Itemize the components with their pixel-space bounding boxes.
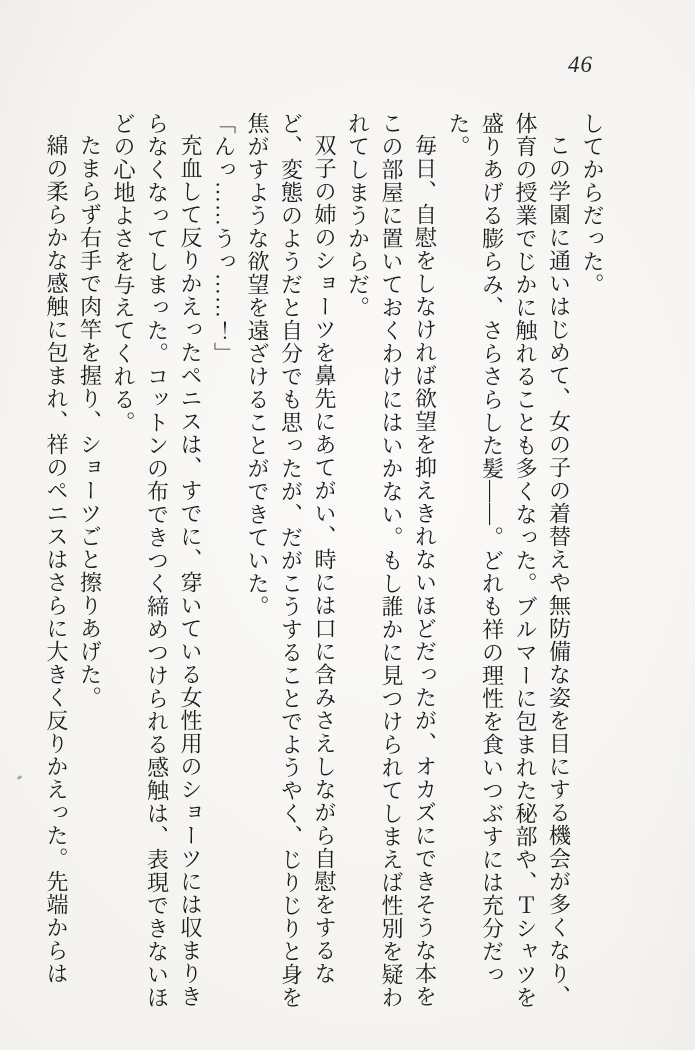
scan-artifact: [17, 775, 23, 780]
paragraph: 綿の柔らかな感触に包まれ、祥のペニスはさらに大きく反りかえった。先端からは: [44, 134, 69, 985]
paragraph: 毎日、自慰をしなければ欲望を抑えきれないほどだったが、オカズにできそうな本をこの部屋に置いておくわけにはいかない。もし誰かに見つけられてしまえば性別を疑われてしまうからだ。: [345, 112, 438, 1009]
paragraph: この学園に通いはじめて、女の子の着替えや無防備な姿を目にする機会が多くなり、体育の授業でじかに触れることも多くなった。ブルマーに包まれた秘部や、Ｔシャツを盛りあげる膨らみ、さらさらした髪――。どれも祥の理性を食いつぶすには充分だった。: [446, 112, 572, 1009]
paragraph: してからだった。: [580, 112, 605, 296]
paragraph: 双子の姉のショーツを鼻先にあてがい、時には口に含みさえしながら自慰をするなど、変態のようだと自分でも思ったが、だがこうすることでようやく、じりじりと身を焦がすような欲望を遠ざけることができていた。: [245, 112, 337, 1009]
page-number: 46: [568, 52, 593, 77]
paragraph: たまらず右手で肉竿を握り、ショーツごと擦りあげた。: [77, 134, 103, 709]
paragraph: 充血して反りかえったペニスは、すでに、穿いている女性用のショーツには収まりきらなくなってしまった。コットンの布できつく締めつけられる感触は、表現できないほどの心地よさを与えてくれる。: [111, 112, 203, 1009]
paragraph: 「んっ……うっ……！」: [211, 112, 237, 365]
body-text: [37, 112, 609, 1012]
